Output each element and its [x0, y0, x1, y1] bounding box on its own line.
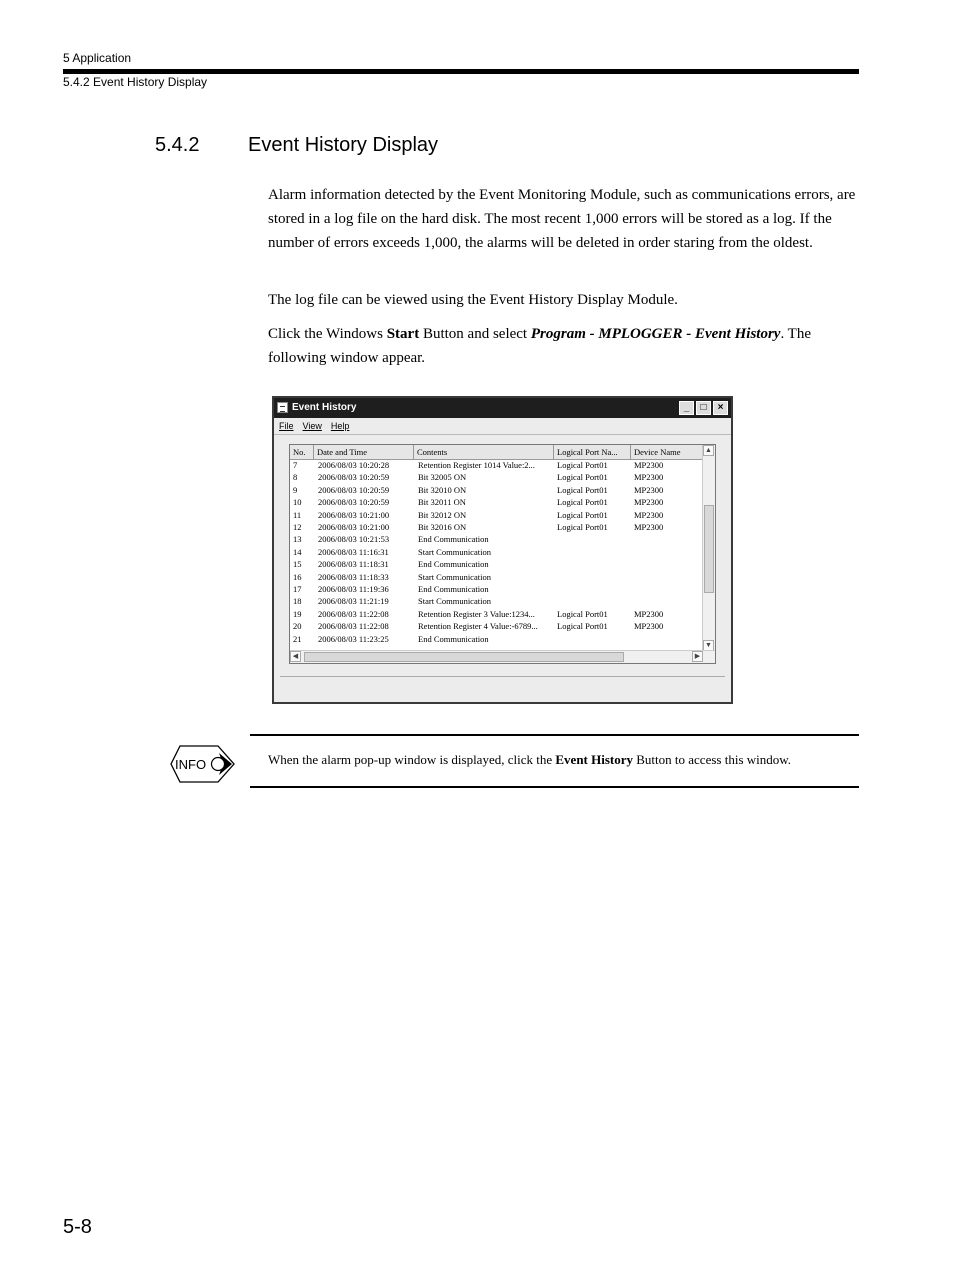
cell-date: 2006/08/03 11:19:36	[318, 584, 389, 594]
horizontal-scroll-thumb[interactable]	[304, 652, 624, 662]
cell-no: 7	[293, 460, 298, 470]
cell-date: 2006/08/03 11:16:31	[318, 546, 389, 557]
vertical-scroll-thumb[interactable]	[704, 505, 714, 593]
header-rule	[63, 69, 859, 74]
cell-no: 20	[293, 621, 302, 632]
scroll-down-icon[interactable]: ▼	[703, 640, 714, 651]
paragraph-3-mid: Button and select	[419, 326, 531, 342]
cell-no: 8	[293, 472, 298, 483]
cell-no: 14	[293, 546, 302, 557]
cell-no: 15	[293, 559, 302, 570]
cell-contents: Bit 32012 ON	[418, 509, 467, 520]
scroll-up-icon[interactable]: ▲	[703, 445, 714, 456]
cell-date: 2006/08/03 10:21:53	[318, 534, 390, 545]
cell-contents: Start Communication	[418, 571, 491, 582]
cell-device: MP2300	[634, 460, 664, 470]
cell-date: 2006/08/03 11:22:08	[318, 608, 389, 619]
cell-port: Logical Port01	[557, 621, 608, 632]
cell-date: 2006/08/03 11:18:33	[318, 571, 389, 582]
list-header	[290, 445, 703, 460]
cell-contents: Start Communication	[418, 546, 491, 557]
column-header-no[interactable]: No.	[290, 445, 314, 459]
section-title: Event History Display	[248, 134, 439, 156]
paragraph-3-suffix: . The following window appear.	[268, 326, 812, 366]
table-row[interactable]	[290, 558, 703, 570]
cell-no: 17	[293, 584, 302, 594]
table-row[interactable]	[290, 521, 703, 533]
running-header-section: 5.4.2 Event History Display	[63, 75, 208, 89]
maximize-icon[interactable]: □	[696, 401, 711, 415]
paragraph-2-text: The log file can be viewed using the Event History Display Module.	[268, 292, 678, 308]
cell-device: MP2300	[634, 497, 664, 508]
cell-port: Logical Port01	[557, 497, 608, 508]
cell-no: 19	[293, 608, 302, 619]
cell-no: 13	[293, 534, 302, 545]
cell-contents: Bit 32016 ON	[418, 522, 467, 532]
table-row[interactable]	[290, 620, 703, 632]
menu-help[interactable]: Help	[330, 421, 350, 431]
paragraph-3-prefix: Click the Windows	[268, 326, 387, 342]
app-icon	[277, 402, 288, 413]
cell-port: Logical Port01	[557, 522, 608, 532]
cell-no: 16	[293, 571, 302, 582]
cell-date: 2006/08/03 10:20:59	[318, 497, 390, 508]
horizontal-scrollbar[interactable]	[290, 650, 715, 663]
menu-file[interactable]: File	[279, 421, 294, 431]
cell-port: Logical Port01	[557, 608, 608, 619]
info-bottom-rule	[250, 786, 859, 788]
menu-path: Program - MPLOGGER - Event History	[530, 326, 781, 342]
vertical-scrollbar[interactable]	[702, 445, 715, 651]
column-header-port[interactable]: Logical Port Na...	[554, 445, 631, 459]
cell-no: 11	[293, 509, 302, 520]
paragraph-3	[268, 322, 860, 370]
table-row[interactable]	[290, 608, 703, 620]
cell-device: MP2300	[634, 522, 664, 532]
cell-contents: Bit 32010 ON	[418, 484, 467, 495]
cell-date: 2006/08/03 10:20:28	[318, 460, 390, 470]
cell-no: 12	[293, 522, 302, 532]
table-row[interactable]	[290, 546, 703, 558]
info-top-rule	[250, 734, 859, 736]
menu-bar	[274, 418, 731, 435]
cell-date: 2006/08/03 10:20:59	[318, 472, 390, 483]
cell-contents: Start Communication	[418, 596, 491, 607]
cell-contents: End Communication	[418, 633, 489, 644]
paragraph-1	[268, 183, 860, 255]
info-text-bold: Event History	[555, 752, 634, 767]
scroll-left-icon[interactable]: ◀	[290, 651, 301, 662]
table-row[interactable]	[290, 484, 703, 496]
cell-no: 9	[293, 484, 298, 495]
cell-date: 2006/08/03 10:20:59	[318, 484, 390, 495]
table-row[interactable]	[290, 509, 703, 521]
cell-date: 2006/08/03 11:18:31	[318, 559, 389, 570]
close-icon[interactable]: ×	[713, 401, 728, 415]
info-icon	[170, 745, 236, 783]
info-text-prefix: When the alarm pop-up window is displayed, click the	[268, 752, 556, 767]
start-label: Start	[386, 326, 420, 342]
cell-device: MP2300	[634, 484, 664, 495]
table-row[interactable]	[290, 595, 703, 607]
cell-device: MP2300	[634, 608, 664, 619]
table-row[interactable]	[290, 583, 703, 595]
table-row[interactable]	[290, 633, 703, 645]
minimize-icon[interactable]: _	[679, 401, 694, 415]
cell-device: MP2300	[634, 621, 664, 632]
cell-port: Logical Port01	[557, 460, 608, 470]
cell-contents: Retention Register 1014 Value:2...	[418, 460, 535, 470]
cell-contents: End Communication	[418, 559, 489, 570]
cell-contents: Retention Register 3 Value:1234...	[418, 608, 535, 619]
info-note	[268, 750, 791, 770]
table-row[interactable]	[290, 459, 703, 471]
running-header-chapter: 5 Application	[63, 51, 132, 65]
column-header-device[interactable]: Device Name	[631, 445, 705, 459]
cell-date: 2006/08/03 11:22:08	[318, 621, 389, 632]
cell-date: 2006/08/03 11:23:25	[318, 633, 389, 644]
event-list[interactable]	[289, 444, 716, 664]
column-header-date[interactable]: Date and Time	[314, 445, 414, 459]
table-row[interactable]	[290, 496, 703, 508]
window-titlebar	[274, 398, 731, 418]
cell-contents: Retention Register 4 Value:-6789...	[418, 621, 538, 632]
cell-date: 2006/08/03 11:21:19	[318, 596, 389, 607]
cell-no: 18	[293, 596, 302, 607]
scroll-right-icon[interactable]: ▶	[692, 651, 703, 662]
cell-port: Logical Port01	[557, 472, 608, 483]
cell-device: MP2300	[634, 472, 664, 483]
window-title: Event History	[292, 402, 357, 413]
cell-date: 2006/08/03 10:21:00	[318, 509, 390, 520]
cell-contents: Bit 32005 ON	[418, 472, 467, 483]
cell-no: 10	[293, 497, 302, 508]
paragraph-1-text: Alarm information detected by the Event Monitoring Module, such as communications errors, are stored in a log file on the hard disk. The most recent 1,000 errors will be stored as a log. If the number of errors exceeds 1,000, the alarms will be deleted in order staring from the oldest.	[268, 187, 856, 251]
table-row[interactable]	[290, 533, 703, 545]
cell-date: 2006/08/03 10:21:00	[318, 522, 390, 532]
table-row[interactable]	[290, 571, 703, 583]
cell-port: Logical Port01	[557, 484, 608, 495]
cell-contents: End Communication	[418, 534, 489, 545]
cell-device: MP2300	[634, 509, 664, 520]
cell-contents: End Communication	[418, 584, 489, 594]
cell-port: Logical Port01	[557, 509, 608, 520]
page-number: 5-8	[63, 1216, 92, 1238]
info-text-suffix: Button to access this window.	[633, 752, 792, 767]
menu-view[interactable]: View	[302, 421, 322, 431]
info-icon-label: INFO	[175, 757, 207, 772]
event-history-window	[272, 396, 733, 704]
table-row[interactable]	[290, 471, 703, 483]
cell-no: 21	[293, 633, 302, 644]
status-divider	[280, 676, 725, 677]
cell-contents: Bit 32011 ON	[418, 497, 466, 508]
section-number: 5.4.2	[155, 134, 200, 156]
paragraph-2	[268, 288, 860, 312]
column-header-contents[interactable]: Contents	[414, 445, 554, 459]
